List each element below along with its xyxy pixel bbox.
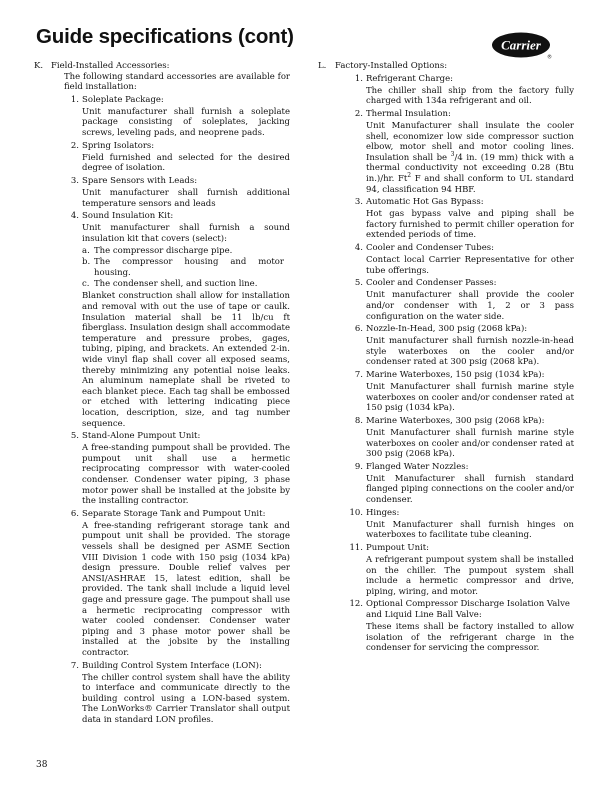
page-title: Guide specifications (cont) [36,25,294,48]
exponent: 2 [407,172,412,180]
item-title: Automatic Hot Gas Bypass: [366,197,484,208]
list-item [318,74,574,85]
item-body: Unit Manufacturer shall furnish hinges on waterboxes to facilitate tube cleaning. [366,519,574,541]
item-number: 2. [70,140,79,151]
list-item [318,243,574,254]
sub-item-letter: c. [82,279,90,290]
item-body: Unit manufacturer shall furnish nozzle-in-head style waterboxes on the cooler and/or condenser rated at 300 psig (2068 kPa). [366,336,574,368]
item-title: Stand-Alone Pumpout Unit: [82,431,201,442]
item-title: Nozzle-In-Head, 300 psig (2068 kPa): [366,324,528,335]
item-number: 6. [354,324,363,335]
section-title: Field-Installed Accessories: [51,61,170,71]
item-number: 4. [354,243,363,253]
sub-item-text: The condenser shell, and suction line. [94,279,258,290]
page-number: 38 [36,760,48,770]
item-body-continued: Blanket construction shall allow for installation and removal with out the use of tape or caulk. Insulation material shall be 11 lb/cu ft fiberglass. Insulation design shall accommodate temperature and pressure probes, gages, tubing, piping, and brackets. An extended 2-in. wide vinyl flap shall cover all exposed seams, thereby minimizing any potential noise leaks. An aluminum nameplate shall be riveted to each blanket piece. Each tag shall be embossed or etched with lettering indicating piece location, description, size, and tag number sequence. [82,291,290,429]
item-title: Spring Isolators: [82,140,155,151]
section-letter: L. [318,61,327,71]
item-title: Pumpout Unit: [366,542,430,553]
item-number: 5. [70,431,79,442]
list-item [318,324,574,335]
item-body: The chiller shall ship from the factory fully charged with 134a refrigerant and oil. [366,85,574,107]
item-body-part: in. (19 mm) thick with a thermal conductivity not exceeding 0.28 (Btu in.)/hr. Ft [366,152,575,184]
sub-item-letter: b. [82,257,91,268]
logo-text: Carrier [501,37,541,53]
item-body: The chiller control system shall have the ability to interface and communicate directly to the building control using a LON-based system. The LonWorks® Carrier Translator shall output data in standard LON profiles. [82,672,290,726]
item-number: 10. [349,507,363,518]
sub-item [34,257,290,278]
item-number: 7. [354,370,363,381]
item-title: Cooler and Condenser Passes: [366,278,497,289]
item-body: A free-standing pumpout shall be provided. The pumpout unit shall use a hermetic reciprocating compressor with water-cooled condenser. Condenser water piping, 3 phase motor power shall be installed at the jobsite by the installing contractor. [82,443,290,507]
item-title: Sound Insulation Kit: [82,211,174,222]
section-l-heading [318,61,574,72]
item-number: 1. [70,94,79,105]
section-title: Factory-Installed Options: [335,61,448,71]
item-title: Spare Sensors with Leads: [82,175,198,186]
item-title: Building Control System Interface (LON): [82,660,262,671]
list-item [34,95,290,106]
sub-item-text: The compressor housing and motor housing. [94,257,284,278]
item-number: 9. [354,461,363,472]
item-body: Unit manufacturer shall furnish a sound insulation kit that covers (select): [82,223,290,244]
item-title: Separate Storage Tank and Pumpout Unit: [82,508,266,519]
section-letter: K. [34,61,44,71]
item-title: Flanged Water Nozzles: [366,461,469,472]
item-body: Field furnished and selected for the desired degree of isolation. [82,152,290,174]
item-number: 5. [354,278,363,289]
list-item [318,278,574,289]
list-item [318,599,574,620]
list-item [318,508,574,519]
item-body-part: F and shall conform to UL standard 94, classification 94 HBF. [366,173,574,195]
item-number: 11. [349,542,363,553]
item-body: Unit Manufacturer shall furnish standard flanged piping connections on the cooler and/or condenser. [366,473,574,506]
item-title: Marine Waterboxes, 300 psig (2068 kPa): [366,415,545,426]
item-number: 7. [70,660,79,671]
list-item [34,509,290,520]
item-body: Unit Manufacturer shall furnish marine style waterboxes on cooler and/or condenser rated at 150 psig (1034 kPa). [366,382,574,414]
list-item [34,176,290,187]
registered-mark: ® [547,54,552,59]
sub-item-text: The compressor discharge pipe. [94,245,233,256]
item-title: Optional Compressor Discharge Isolation Valve and Liquid Line Ball Valve: [366,599,570,620]
item-title: Refrigerant Charge: [366,73,453,84]
list-item [318,109,574,120]
item-body: Hot gas bypass valve and piping shall be factory furnished to permit chiller operation for extended periods of time. [366,209,574,241]
section-intro: The following standard accessories are available for field installation: [64,71,290,93]
item-body: Unit Manufacturer shall furnish marine style waterboxes on cooler and/or condenser rated at 300 psig (2068 kPa). [366,428,574,460]
sub-item-letter: a. [82,245,90,256]
item-number: 6. [70,508,79,519]
left-column [34,61,290,726]
item-body: These items shall be factory installed to allow isolation of the refrigerant charge in the condenser for servicing the compressor. [366,622,574,654]
sub-item [34,279,290,290]
list-item [318,416,574,427]
item-body: Unit manufacturer shall furnish a soleplate package consisting of soleplates, jacking screws, leveling pads, and neoprene pads. [82,106,290,139]
right-column [318,61,574,654]
item-title: Hinges: [366,507,400,518]
list-item [34,211,290,222]
list-item [318,197,574,208]
fraction-numerator: 3 [450,150,455,158]
list-item [34,661,290,672]
sub-item [34,246,290,257]
item-number: 12. [349,599,363,610]
item-number: 4. [70,211,79,222]
list-item [34,141,290,152]
item-number: 1. [354,73,363,84]
item-number: 3. [70,175,79,186]
item-body: A refrigerant pumpout system shall be installed on the chiller. The pumpout system shall include a hermetic compressor and drive, piping, wiring, and motor. [366,555,574,597]
item-title: Marine Waterboxes, 150 psig (1034 kPa): [366,370,545,381]
carrier-logo [491,31,553,59]
list-item [318,462,574,473]
item-body-part: Unit Manufacturer shall insulate the cooler shell, economizer low side compressor suction elbow, motor shell and motor cooling lines. Insulation shall be [366,120,574,163]
item-number: 2. [354,108,363,119]
item-title: Thermal Insulation: [366,108,451,119]
section-k-heading [34,61,290,72]
item-title: Soleplate Package: [82,94,164,105]
item-title: Cooler and Condenser Tubes: [366,243,494,253]
item-body: A free-standing refrigerant storage tank and pumpout unit shall be provided. The storage vessels shall be designed per ASME Section VIII Division 1 code with 150 psig (1034 kPa) design pressure. Double relief valves per ANSI/ASHRAE 15, latest edition, shall be provided. The tank shall include a liquid level gage and pressure gage. The pumpout shall use a hermetic reciprocating compressor with water cooled condenser. Condenser water piping and 3 phase motor power shall be installed at the jobsite by the installing contractor. [82,520,290,658]
item-number: 3. [354,197,363,208]
list-item [318,370,574,381]
fraction-denominator: /4 [454,152,463,163]
item-body: Unit manufacturer shall furnish additional temperature sensors and leads [82,188,290,209]
item-body: Unit manufacturer shall provide the cooler and/or condenser with 1, 2 or 3 pass configuration on the water side. [366,290,574,322]
list-item [318,543,574,554]
list-item [34,431,290,442]
item-body: Contact local Carrier Representative for other tube offerings. [366,255,574,276]
item-body [318,121,574,195]
item-number: 8. [354,415,363,426]
